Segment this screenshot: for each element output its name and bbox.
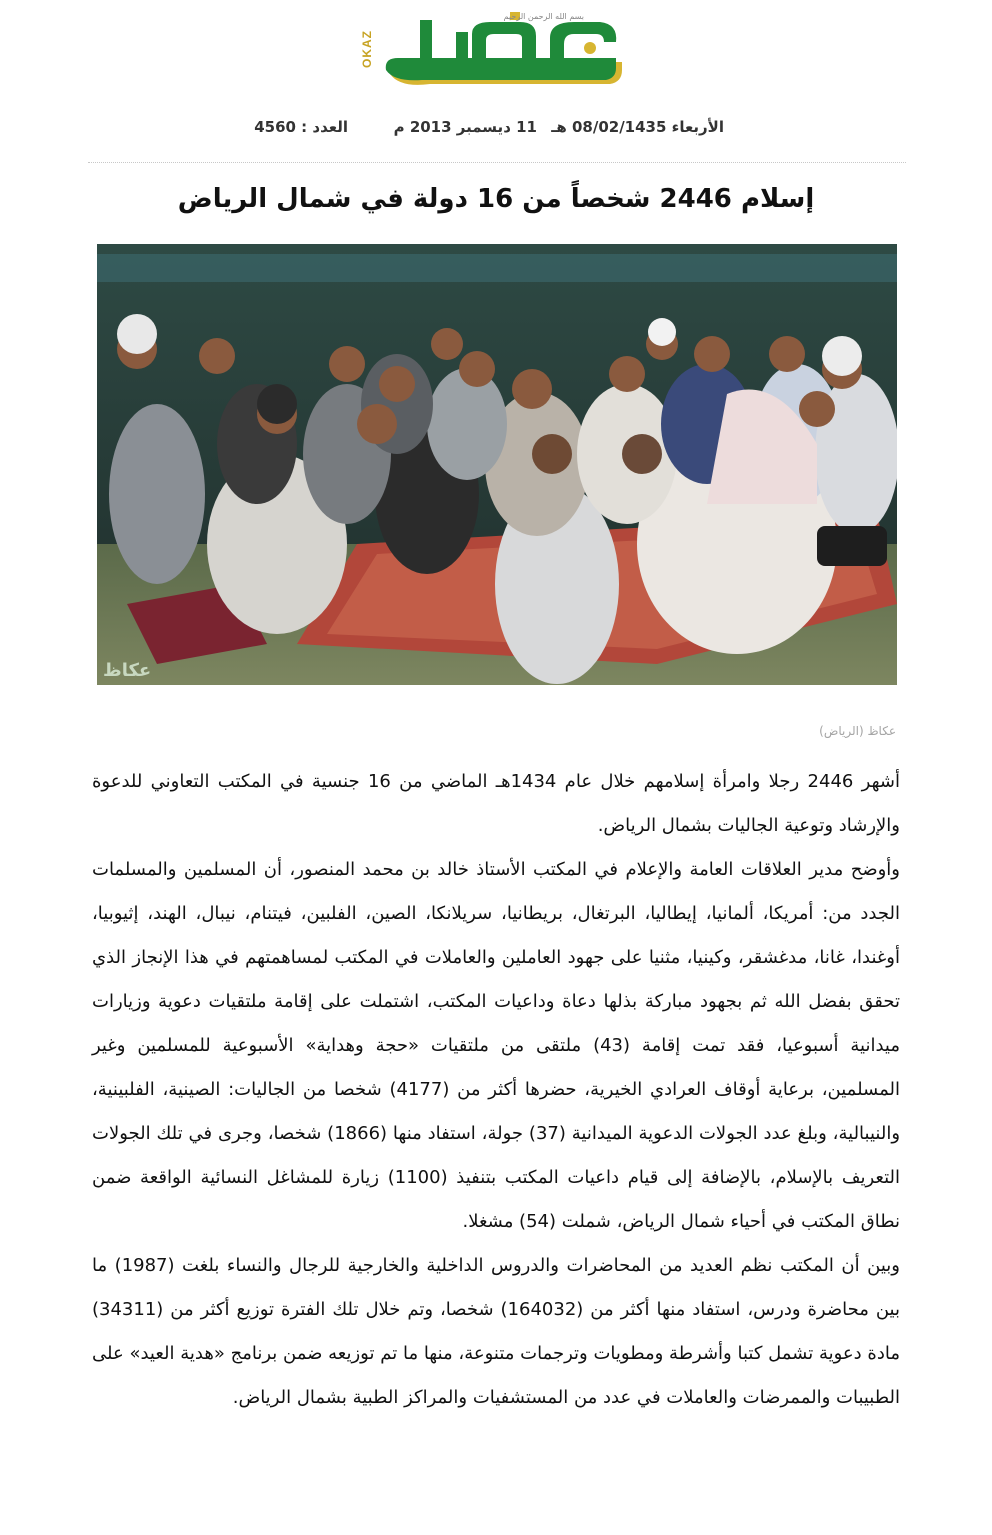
logo-tagline: بسم الله الرحمن الرحيم (503, 12, 584, 21)
logo-latin-text: OKAZ (360, 30, 374, 68)
logo-graphic (360, 4, 630, 94)
gregorian-date: 11 ديسمبر 2013 م (393, 118, 537, 136)
divider (88, 162, 906, 163)
hijri-date: الأربعاء 08/02/1435 هـ (551, 118, 724, 136)
photo-illustration (97, 244, 897, 685)
photo-watermark: عكاظ (103, 660, 152, 681)
article-paragraph: أشهر 2446 رجلا وامرأة إسلامهم خلال عام 1434هـ الماضي من 16 جنسية في المكتب التعاوني للدعوة والإرشاد وتوعية الجاليات بشمال الرياض. (92, 771, 900, 836)
article-paragraph: وبين أن المكتب نظم العديد من المحاضرات والدروس الداخلية والخارجية للرجال والنساء بلغت (1987) ما بين محاضرة ودرس، استفاد منها أكثر من (164032) شخصا، وتم خلال تلك الفترة توزيع أكثر من (34311) مادة دعوية تشمل كتبا وأشرطة ومطويات وترجمات متنوعة، منها ما تم توزيعه ضمن برنامج «هدية العيد» على الطبيبات والممرضات والعاملات في عدد من المستشفيات والمراكز الطبية بشمال الرياض. (92, 1255, 900, 1408)
issue-number: العدد : 4560 (254, 118, 348, 136)
article-headline: إسلام 2446 شخصاً من 16 دولة في شمال الرياض (177, 184, 815, 214)
article-paragraph: وأوضح مدير العلاقات العامة والإعلام في المكتب الأستاذ خالد بن محمد المنصور، أن المسلمين والمسلمات الجدد من: أمريكا، ألمانيا، إيطاليا، البرتغال، بريطانيا، سريلانكا، الصين، الفلبين، فيتنام، نيبال، الهند، إثيوبيا، أوغندا، غانا، مدغشقر، وكينيا، مثنيا على جهود العاملين والعاملات في المكتب لمساهمتهم في هذا الإنجاز الذي تحقق بفضل الله ثم بجهود مباركة بذلها دعاة وداعيات المكتب، اشتملت على إقامة ملتقيات دعوية وزيارات ميدانية أسبوعيا، فقد تمت إقامة (43) ملتقى من ملتقيات «حجة وهداية» الأسبوعية للمسلمين وغير المسلمين، برعاية أوقاف العرادي الخيرية، حضرها أكثر من (4177) شخصا من الجاليات: الصينية، الفلبينية، والنيبالية، وبلغ عدد الجولات الدعوية الميدانية (37) جولة، استفاد منها (1866) شخصا، وجرى في تلك الجولات التعريف بالإسلام، بالإضافة إلى قيام داعيات المكتب بتنفيذ (1100) زيارة للمشاغل النسائية الواقعة ضمن نطاق المكتب في أحياء شمال الرياض، شملت (54) مشغلا. (92, 859, 901, 1232)
okaz-logo (360, 4, 630, 94)
article-photo (97, 244, 897, 685)
dateline (0, 118, 992, 142)
article-body (92, 760, 900, 1420)
photo-caption: عكاظ (الرياض) (819, 724, 896, 738)
